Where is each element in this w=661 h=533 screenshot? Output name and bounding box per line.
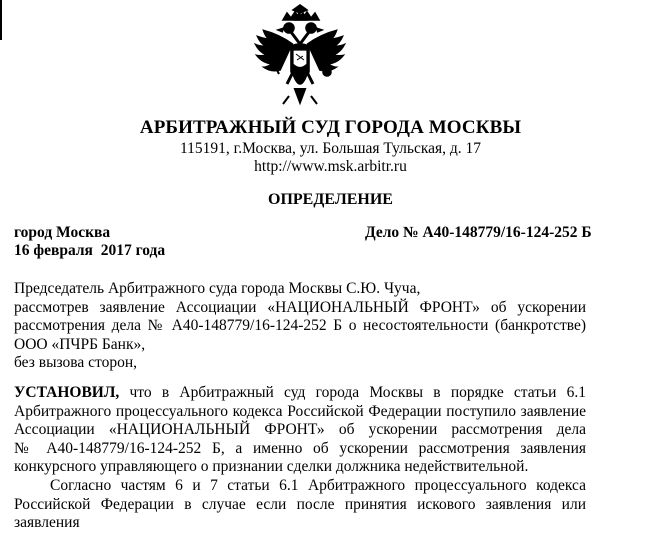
court-address: 115191, г.Москва, ул. Большая Тульская, д. 17 <box>179 140 482 157</box>
court-url: http://www.msk.arbitr.ru <box>254 158 407 175</box>
established-line: № А40-148779/16-124-252 Б, а именно об ускорении рассмотрения заявления <box>14 439 586 457</box>
established-paragraph <box>14 384 586 477</box>
established-first-line-text: что в Арбитражный суд города Москвы в порядке статьи 6.1 <box>129 384 586 401</box>
document-type: ОПРЕДЕЛЕНИЕ <box>268 191 393 208</box>
continuation-line: Согласно частям 6 и 7 статьи 6.1 Арбитражного процессуального кодекса <box>50 477 586 494</box>
established-line: конкурсного управляющего о признании сделки должника недействительной. <box>14 458 529 476</box>
established-keyword: УСТАНОВИЛ, <box>14 384 120 401</box>
case-number: Дело № А40-148779/16-124-252 Б <box>365 224 592 241</box>
intro-paragraph <box>14 280 586 373</box>
intro-line: рассмотрения дела № А40-148779/16-124-252 Б о несостоятельности (банкротстве) <box>14 317 586 335</box>
document-city: город Москва <box>14 224 111 241</box>
intro-line: Председатель Арбитражного суда города Москвы С.Ю. Чуча, <box>14 280 421 297</box>
coat-of-arms-icon <box>253 4 347 112</box>
intro-line: рассмотрев заявление Ассоциации «НАЦИОНАЛЬНЫЙ ФРОНТ» об ускорении <box>14 298 586 316</box>
established-line: Арбитражного процессуального кодекса Российской Федерации поступило заявление <box>14 402 586 420</box>
continuation-paragraph <box>14 477 586 532</box>
intro-line: ООО «ПЧРБ Банк», <box>14 335 146 353</box>
continuation-line: Российской Федерации в случае если после принятия искового заявления или заявления <box>14 495 586 532</box>
established-first-line <box>14 384 586 403</box>
document-date: 16 февраля 2017 года <box>14 242 166 259</box>
page-edge-mark <box>0 0 2 40</box>
intro-line: без вызова сторон, <box>14 354 138 372</box>
court-name: АРБИТРАЖНЫЙ СУД ГОРОДА МОСКВЫ <box>139 117 522 138</box>
established-line: Ассоциации «НАЦИОНАЛЬНЫЙ ФРОНТ» об ускорении рассмотрения дела <box>14 421 586 439</box>
